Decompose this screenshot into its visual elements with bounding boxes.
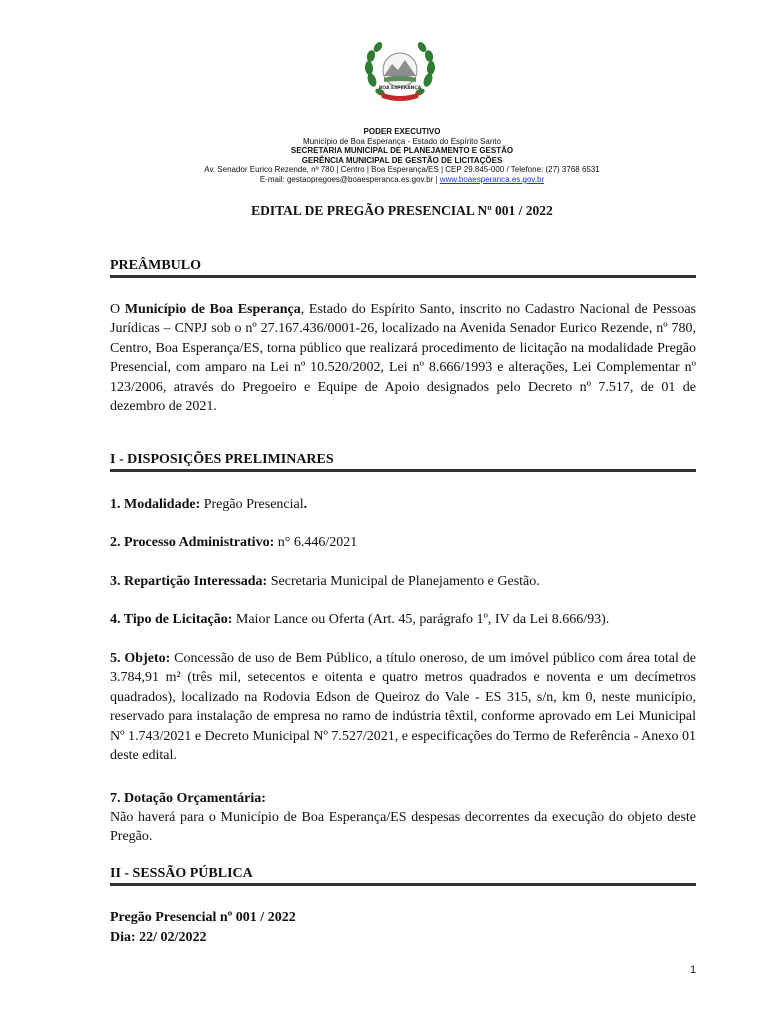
- letterhead-contact: [0, 175, 770, 185]
- letterhead-line-4: GERÊNCIA MUNICIPAL DE GESTÃO DE LICITAÇÕES: [301, 155, 503, 165]
- sessao-pregao-number: Pregão Presencial nº 001 / 2022: [110, 910, 296, 925]
- letterhead-line-2: Município de Boa Esperança - Estado do Espírito Santo: [303, 136, 501, 146]
- letterhead-line-1: PODER EXECUTIVO: [363, 127, 441, 136]
- item-objeto: 5. Objeto: Concessão de uso de Bem Público, a título oneroso, de um imóvel público com área total de 3.784,91 m² (três mil, setecentos e oitenta e quatro metros quadrados e noventa e um decímetros quadrados), localizado na Rodovia Edson de Queiroz do Vale - ES 315, s/n, km 0, neste município, reservado para instalação de empresa no ramo de indústria têxtil, conforme aprovado em Lei Municipal Nº 1.743/2021 e Decreto Municipal Nº 7.527/2021, e especificações do Termo de Referência - Anexo 01 deste edital.: [110, 651, 696, 764]
- municipal-seal-logo: [358, 40, 442, 110]
- section-divider: [110, 275, 696, 278]
- section-heading-preambulo: PREÂMBULO: [110, 258, 201, 273]
- section-heading-sessao-publica: II - SESSÃO PÚBLICA: [110, 866, 253, 881]
- letterhead-address: Av. Senador Eurico Rezende, nº 780 | Centro | Boa Esperança/ES | CEP 29.845-000 / Telefone: (27) 3768 6531: [204, 165, 600, 175]
- section-heading-disposicoes: I - DISPOSIÇÕES PRELIMINARES: [110, 452, 334, 467]
- item-tipo-licitacao: 4. Tipo de Licitação: Maior Lance ou Oferta (Art. 45, parágrafo 1º, IV da Lei 8.666/93).: [110, 612, 610, 627]
- item-processo: 2. Processo Administrativo: n° 6.446/2021: [110, 535, 358, 550]
- document-letterhead: [0, 127, 770, 185]
- section-divider: [110, 883, 696, 886]
- item-dotacao-label: 7. Dotação Orçamentária:: [110, 791, 266, 806]
- page-number: 1: [690, 964, 697, 976]
- preambulo-paragraph: O Município de Boa Esperança, Estado do Espírito Santo, inscrito no Cadastro Nacional de Pessoas Jurídicas – CNPJ sob o nº 27.167.436/0001-26, localizado na Avenida Senador Eurico Rezende, nº 780, Centro, Boa Esperança/ES, torna público que realizará procedimento de licitação na modalidade Pregão Presencial, com amparo na Lei nº 10.520/2002, Lei nº 8.666/1993 e alterações, Lei Complementar nº 123/2006, através do Pregoeiro e Equipe de Apoio designados pelo Decreto nº 7.517, de 01 de dezembro de 2021.: [110, 302, 697, 415]
- item-modalidade: 1. Modalidade: Pregão Presencial.: [110, 497, 308, 512]
- letterhead-email: E-mail: gestaopregoes@boaesperanca.es.gov.br |: [259, 174, 438, 184]
- section-divider: [110, 469, 696, 472]
- document-title: EDITAL DE PREGÃO PRESENCIAL Nº 001 / 2022: [251, 203, 553, 218]
- item-reparticao: 3. Repartição Interessada: Secretaria Municipal de Planejamento e Gestão.: [110, 574, 540, 589]
- letterhead-line-3: SECRETARIA MUNICIPAL DE PLANEJAMENTO E GESTÃO: [290, 146, 514, 156]
- item-dotacao-text: Não haverá para o Município de Boa Esperança/ES despesas decorrentes da execução do objeto deste Pregão.: [110, 810, 696, 845]
- svg-text:BOA ESPERANÇA: BOA ESPERANÇA: [378, 86, 422, 91]
- website-link[interactable]: www.boaesperanca.es.gov.br: [439, 174, 545, 184]
- sessao-date: Dia: 22/ 02/2022: [110, 930, 207, 945]
